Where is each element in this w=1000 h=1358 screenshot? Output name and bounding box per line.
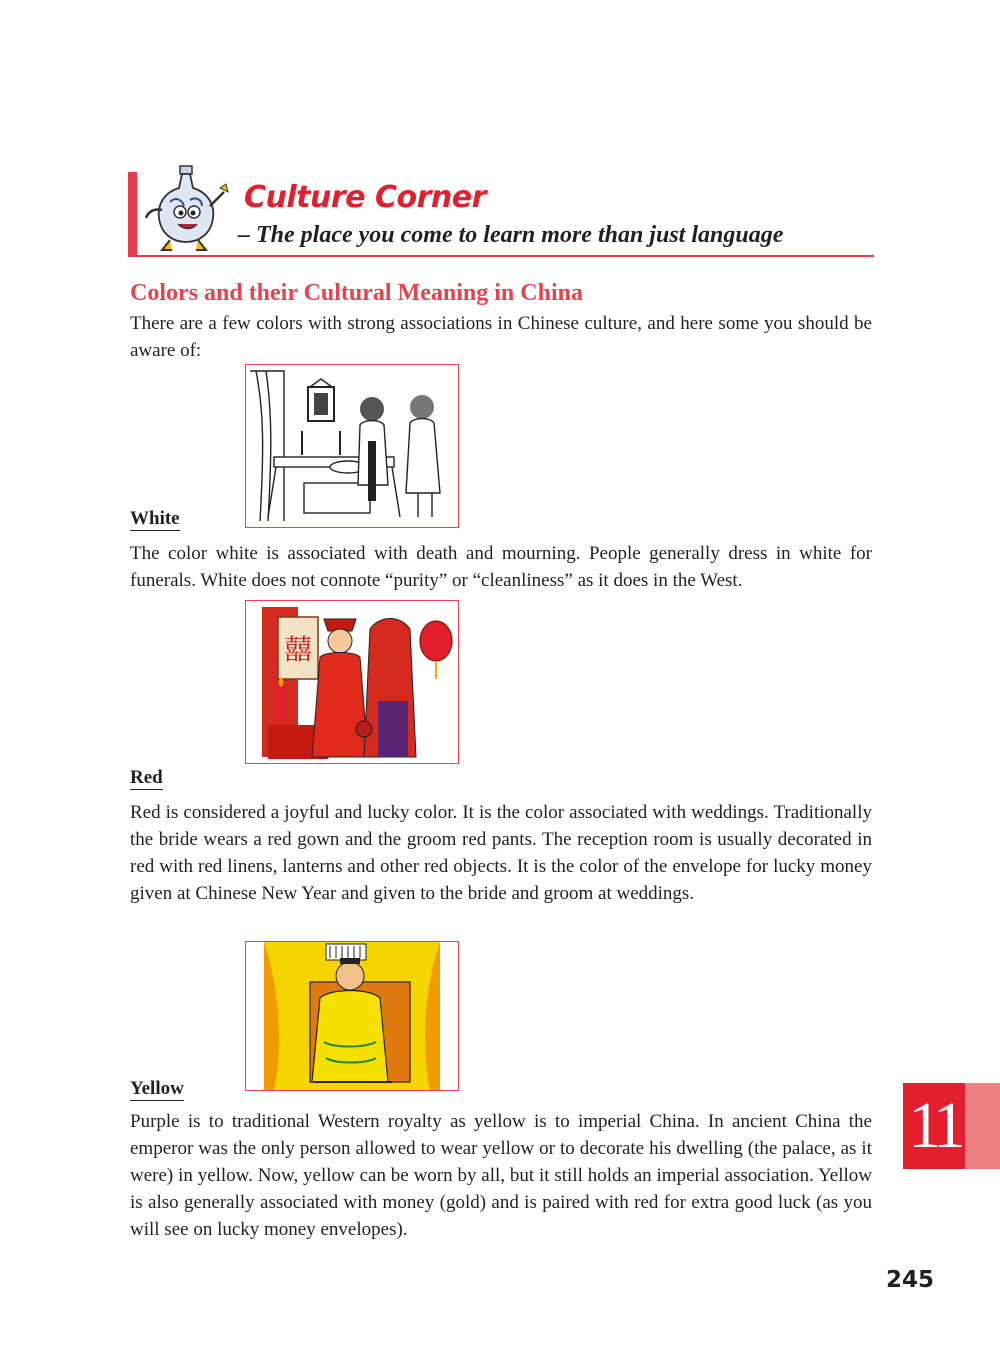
article-heading: Colors and their Cultural Meaning in China xyxy=(130,280,583,306)
funeral-mourners-illustration xyxy=(245,364,459,528)
section-label-yellow: Yellow xyxy=(130,1078,184,1099)
page-number: 245 xyxy=(886,1267,935,1293)
vase-mascot-icon xyxy=(140,162,232,254)
intro-paragraph: There are a few colors with strong associations in Chinese culture, and here some you should be aware of: xyxy=(130,313,872,361)
section-label-white: White xyxy=(130,508,180,529)
section-text-white: The color white is associated with death and mourning. People generally dress in white for funerals. White does not connote “purity” or “cleanliness” as it does in the West. xyxy=(130,543,872,591)
section-label-red: Red xyxy=(130,767,163,788)
chapter-number: 11 xyxy=(903,1083,965,1169)
section-text-red: Red is considered a joyful and lucky color. It is the color associated with weddings. Traditionally the bride wears a red gown and the groom red pants. The reception room is usually decorated in red with red linens, lanterns and other red objects. It is the color of the envelope for lucky money given at Chinese New Year and given to the bride and groom at weddings. xyxy=(130,802,872,904)
svg-text:囍: 囍 xyxy=(283,633,313,666)
banner-title: Culture Corner xyxy=(244,180,486,215)
banner-divider xyxy=(128,255,874,257)
banner-subtitle: – The place you come to learn more than just language xyxy=(238,222,784,248)
wedding-couple-illustration xyxy=(245,600,459,764)
section-text-yellow: Purple is to traditional Western royalty as yellow is to imperial China. In ancient China the emperor was the only person allowed to wear yellow or to decorate his dwelling (the palace, as it were) in yellow. Now, yellow can be worn by all, but it still holds an imperial association. Yellow is also generally associated with money (gold) and is paired with red for extra good luck (as you will see on lucky money envelopes). xyxy=(130,1111,872,1240)
emperor-throne-illustration xyxy=(245,941,459,1091)
banner-accent-bar xyxy=(128,172,137,256)
